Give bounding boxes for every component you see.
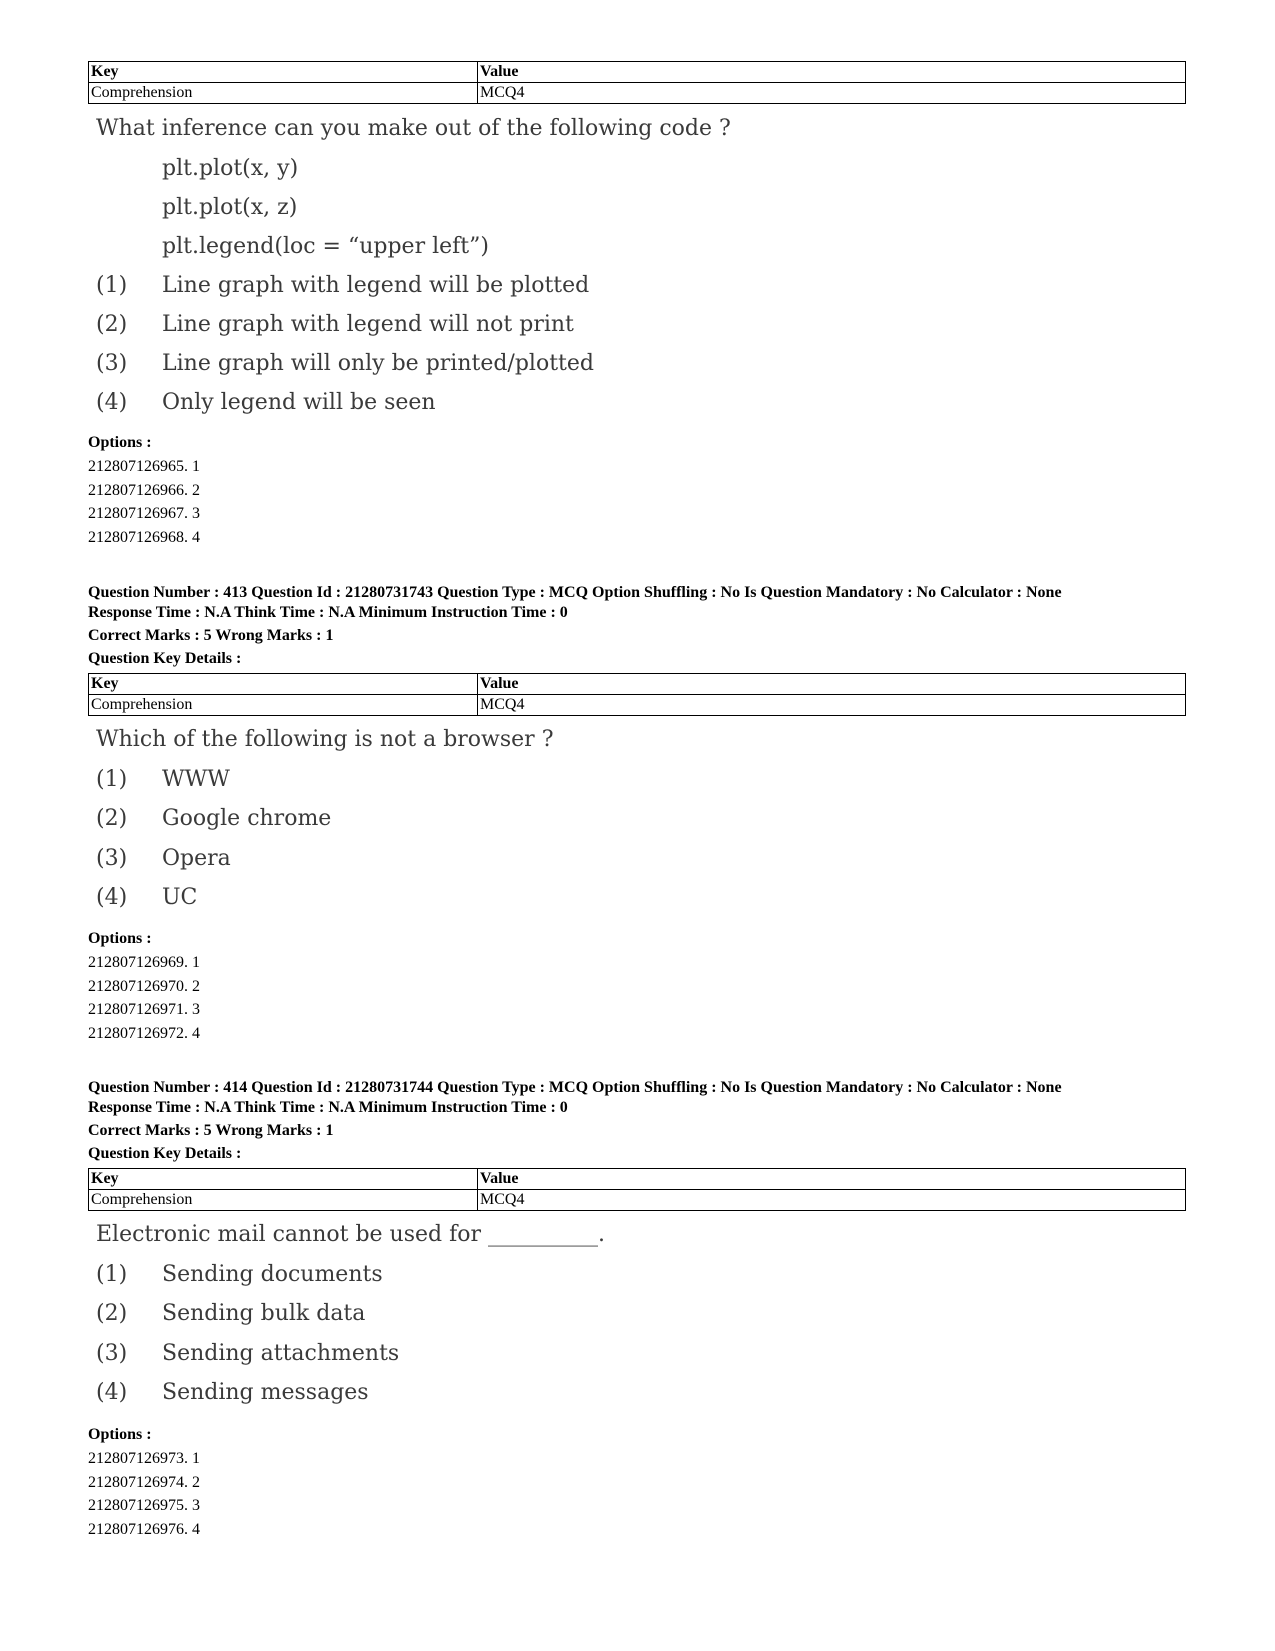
table-header-row bbox=[89, 1169, 1186, 1190]
choice-text: Google chrome bbox=[162, 806, 332, 831]
choice-text: Sending messages bbox=[162, 1380, 369, 1405]
option-id: 212807126976. 4 bbox=[88, 1521, 200, 1539]
option-id: 212807126970. 2 bbox=[88, 977, 200, 995]
options-list bbox=[88, 951, 200, 1046]
choice-item bbox=[96, 1341, 399, 1366]
question-key-table bbox=[88, 61, 1186, 104]
choice-item bbox=[96, 1262, 383, 1287]
question-marks: Correct Marks : 5 Wrong Marks : 1 bbox=[88, 627, 334, 644]
key-header: Key bbox=[89, 674, 478, 695]
option-id: 212807126974. 2 bbox=[88, 1473, 200, 1491]
table-row bbox=[89, 83, 1186, 104]
value-header: Value bbox=[478, 1169, 1186, 1190]
question-text: Which of the following is not a browser ? bbox=[96, 727, 554, 752]
choice-item bbox=[96, 273, 589, 298]
code-line: plt.plot(x, y) bbox=[162, 156, 299, 181]
choice-number: (1) bbox=[96, 767, 128, 792]
options-label: Options : bbox=[88, 930, 152, 947]
choice-item bbox=[96, 351, 594, 376]
question-key-table bbox=[88, 673, 1186, 716]
option-id: 212807126965. 1 bbox=[88, 458, 200, 475]
option-id: 212807126967. 3 bbox=[88, 505, 200, 523]
option-id: 212807126971. 3 bbox=[88, 1001, 200, 1019]
choice-number: (2) bbox=[96, 312, 128, 337]
choice-number: (1) bbox=[96, 1262, 128, 1287]
option-id: 212807126972. 4 bbox=[88, 1025, 200, 1043]
choice-number: (3) bbox=[96, 351, 128, 376]
value-cell: MCQ4 bbox=[478, 1190, 1186, 1211]
question-meta-line1: Question Number : 414 Question Id : 21280731744 Question Type : MCQ Option Shuffling : No Is Question Mandatory : No Calculator : None bbox=[88, 1079, 1062, 1096]
choice-item bbox=[96, 390, 436, 415]
choice-item bbox=[96, 312, 574, 337]
choice-item bbox=[96, 767, 230, 792]
choice-number: (2) bbox=[96, 1301, 128, 1326]
option-id: 212807126969. 1 bbox=[88, 954, 200, 971]
question-meta-line2: Response Time : N.A Think Time : N.A Minimum Instruction Time : 0 bbox=[88, 604, 568, 621]
table-header-row bbox=[89, 62, 1186, 83]
choice-item bbox=[96, 806, 331, 831]
question-key-table bbox=[88, 1168, 1186, 1211]
option-id: 212807126973. 1 bbox=[88, 1450, 200, 1467]
choice-number: (1) bbox=[96, 273, 128, 298]
question-text: What inference can you make out of the following code ? bbox=[96, 116, 731, 141]
choice-text: Only legend will be seen bbox=[162, 390, 436, 415]
code-line: plt.plot(x, z) bbox=[162, 195, 298, 220]
choice-text: WWW bbox=[162, 767, 230, 792]
option-id: 212807126968. 4 bbox=[88, 529, 200, 547]
choice-text: Line graph with legend will not print bbox=[162, 312, 574, 337]
question-marks: Correct Marks : 5 Wrong Marks : 1 bbox=[88, 1122, 334, 1139]
choice-number: (4) bbox=[96, 1380, 128, 1405]
choice-text: Sending attachments bbox=[162, 1341, 400, 1366]
key-header: Key bbox=[89, 1169, 478, 1190]
choice-item bbox=[96, 885, 197, 910]
choice-text: Line graph with legend will be plotted bbox=[162, 273, 590, 298]
choice-text: UC bbox=[162, 885, 198, 910]
choice-text: Sending bulk data bbox=[162, 1301, 366, 1326]
choice-text: Opera bbox=[162, 846, 231, 871]
key-cell: Comprehension bbox=[89, 1190, 478, 1211]
choice-number: (4) bbox=[96, 390, 128, 415]
table-row bbox=[89, 1190, 1186, 1211]
choice-item bbox=[96, 846, 231, 871]
option-id: 212807126966. 2 bbox=[88, 481, 200, 499]
question-meta-line1: Question Number : 413 Question Id : 21280731743 Question Type : MCQ Option Shuffling : No Is Question Mandatory : No Calculator : None bbox=[88, 584, 1062, 601]
option-id: 212807126975. 3 bbox=[88, 1497, 200, 1515]
question-key-details-label: Question Key Details : bbox=[88, 1145, 242, 1162]
choice-item bbox=[96, 1380, 369, 1405]
table-row bbox=[89, 695, 1186, 716]
value-header: Value bbox=[478, 674, 1186, 695]
value-cell: MCQ4 bbox=[478, 83, 1186, 104]
choice-number: (3) bbox=[96, 1341, 128, 1366]
options-label: Options : bbox=[88, 1426, 152, 1443]
key-cell: Comprehension bbox=[89, 83, 478, 104]
key-cell: Comprehension bbox=[89, 695, 478, 716]
code-line: plt.legend(loc = “upper left”) bbox=[162, 234, 489, 259]
table-header-row bbox=[89, 674, 1186, 695]
choice-text: Line graph will only be printed/plotted bbox=[162, 351, 594, 376]
question-text: Electronic mail cannot be used for __________. bbox=[96, 1222, 605, 1247]
choice-number: (3) bbox=[96, 846, 128, 871]
value-cell: MCQ4 bbox=[478, 695, 1186, 716]
value-header: Value bbox=[478, 62, 1186, 83]
choice-number: (2) bbox=[96, 806, 128, 831]
options-label: Options : bbox=[88, 434, 152, 451]
key-header: Key bbox=[89, 62, 478, 83]
question-meta-line2: Response Time : N.A Think Time : N.A Minimum Instruction Time : 0 bbox=[88, 1099, 568, 1116]
choice-item bbox=[96, 1301, 365, 1326]
choice-text: Sending documents bbox=[162, 1262, 383, 1287]
question-key-details-label: Question Key Details : bbox=[88, 650, 242, 667]
options-list bbox=[88, 1447, 200, 1542]
options-list bbox=[88, 455, 200, 550]
choice-number: (4) bbox=[96, 885, 128, 910]
